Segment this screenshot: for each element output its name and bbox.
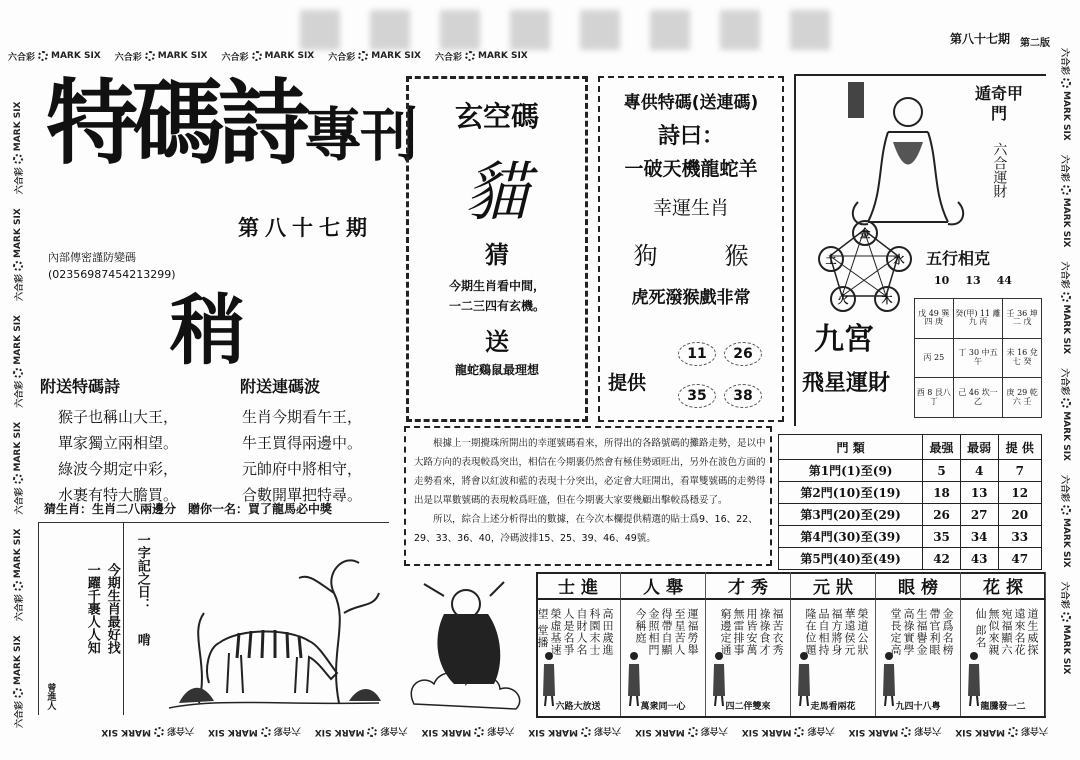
category-verse: 窮邊定通 — [719, 608, 732, 656]
special-title: 專供特碼(送連碼) — [623, 93, 759, 113]
border-logo-text: 六合彩 — [14, 700, 25, 728]
category-heading: 人 舉 — [621, 572, 706, 600]
element-earth: 土 — [818, 246, 844, 272]
analysis-text — [414, 434, 768, 548]
border-logo-text: 六合彩 — [14, 380, 25, 408]
flower-icon — [1061, 185, 1071, 195]
border-brand-text: MARK SIX — [264, 51, 315, 61]
border-logo-text: 六合彩 — [114, 52, 142, 63]
category-column — [876, 600, 961, 716]
border-brand-text: MARK SIX — [208, 727, 258, 737]
border-logo-text: 六合彩 — [8, 52, 36, 63]
flower-icon — [358, 51, 368, 61]
category-verse: 金照相門 — [647, 608, 660, 656]
range-cell: 27 — [960, 504, 998, 526]
main-title — [46, 70, 417, 177]
category-footer: 六路大放送 — [555, 702, 601, 712]
border-brand-text: MARK SIX — [13, 315, 23, 365]
analysis-paragraph: 所以，綜合上述分析得出的數據，在今次本欄提供精選的貼士爲9、16、22、29、33、36、40，冷碼波排15、25、39、46、49號。 — [414, 514, 758, 544]
range-cell: 7 — [998, 460, 1042, 482]
ranges-header: 最强 — [923, 435, 961, 460]
border-logo — [955, 726, 1048, 739]
category-verse: 榮道公狀 — [856, 608, 869, 656]
qimen-section — [794, 74, 1046, 426]
border-brand-text: MARK SIX — [371, 51, 421, 61]
table-row — [779, 482, 1042, 504]
category-heading: 花 探 — [961, 572, 1046, 600]
flower-icon — [1061, 78, 1071, 88]
category-verse: 望 堂播 — [536, 608, 549, 649]
border-brand-text: MARK SIX — [157, 51, 208, 61]
border-brand-text: MARK SIX — [741, 727, 792, 737]
range-cell: 35 — [923, 526, 961, 548]
poem2-line: 牛王買得兩邊中。 — [242, 434, 363, 452]
flower-icon — [1061, 505, 1071, 515]
xuankong-send: 送 — [485, 327, 509, 356]
border-logo-text: 六合彩 — [14, 487, 25, 515]
riddle-sign: 曾進人 — [45, 683, 56, 710]
scholar-figure-icon — [712, 650, 726, 706]
jiugong-label: 九宮 — [814, 322, 874, 357]
category-verse: 仙 郎名 — [974, 608, 987, 649]
category-verse: 科園末士 — [588, 608, 601, 656]
header-issue-number: 第八十七期 — [949, 32, 1010, 46]
scholar-figure-icon — [542, 650, 556, 706]
border-logo-text: 六合彩 — [807, 725, 835, 736]
border-logo-text: 六合彩 — [221, 52, 249, 63]
flower-icon — [13, 261, 23, 271]
wuxing-number: 44 — [996, 274, 1012, 287]
flower-icon — [794, 727, 804, 737]
flower-icon — [38, 51, 48, 61]
border-brand-text: MARK SIX — [13, 208, 23, 258]
border-logo — [12, 635, 25, 728]
grid-cell: 丁 30 中五 午 — [953, 338, 1003, 378]
grid-cell: 丙 25 — [915, 338, 954, 378]
border-logo — [1060, 475, 1073, 568]
ink-smudge — [300, 10, 840, 50]
number-ball: 35 — [678, 384, 716, 408]
border-strip-left — [10, 48, 26, 728]
border-logo-text: 六合彩 — [14, 167, 25, 195]
secret-note-code: (02356987454213299) — [48, 267, 176, 281]
scholar-figure-icon — [967, 650, 981, 706]
riddle-col2: 一躍千裹人人知 — [84, 563, 100, 654]
category-verse: 無雷排事 — [732, 608, 745, 656]
riddle-answer: 啃 — [134, 633, 150, 646]
flower-icon — [154, 727, 164, 737]
border-logo — [435, 50, 528, 63]
category-verse: 生福譽金 — [915, 608, 928, 656]
guess-line: 猜生肖：生肖二八兩邊分 贈你一名：買了龍馬必中獎 — [44, 502, 333, 516]
category-heading: 眼 榜 — [876, 572, 961, 600]
border-strip-right — [1058, 48, 1074, 728]
category-verse: 隆在位題 — [804, 608, 817, 656]
category-heading: 元 狀 — [791, 572, 876, 600]
border-strip-top — [8, 48, 658, 64]
table-row — [779, 548, 1042, 570]
border-logo — [12, 102, 25, 195]
category-verse: 自財人名 — [575, 608, 588, 656]
flower-icon — [261, 727, 271, 737]
range-cell: 第3門(20)至(29) — [779, 504, 923, 526]
category-verse: 高祿實學 — [902, 608, 915, 656]
border-brand-text: MARK SIX — [478, 51, 528, 61]
border-logo — [328, 50, 421, 63]
riddle-heading: 一字記之日： — [134, 533, 150, 611]
range-cell: 4 — [960, 460, 998, 482]
flower-icon — [13, 474, 23, 484]
border-brand-text: MARK SIX — [314, 727, 365, 737]
border-brand-text: MARK SIX — [1061, 518, 1071, 568]
flower-icon — [145, 51, 155, 61]
flower-icon — [1061, 292, 1071, 302]
category-footer: 走馬看兩花 — [810, 702, 856, 712]
border-logo-text: 六合彩 — [700, 725, 728, 736]
category-verse: 人是名爭 — [562, 608, 575, 656]
header-edition: 第二版 — [1020, 38, 1050, 49]
flower-icon — [13, 688, 23, 698]
border-brand-text: MARK SIX — [13, 635, 23, 685]
range-cell: 第1門(1)至(9) — [779, 460, 923, 482]
secret-note — [48, 250, 176, 283]
border-brand-text: MARK SIX — [635, 727, 685, 737]
wuxing-label: 五行相克 — [926, 249, 991, 268]
scholar-figure-icon — [882, 650, 896, 706]
category-column — [961, 600, 1046, 716]
border-logo-text: 六合彩 — [1059, 154, 1070, 182]
zebra-illustration — [159, 533, 389, 713]
range-cell: 47 — [998, 548, 1042, 570]
category-verse: 帶官利眼 — [928, 608, 941, 656]
border-brand-text: MARK SIX — [1061, 304, 1071, 355]
wuxing-numbers — [934, 274, 1012, 287]
flower-icon — [581, 727, 591, 737]
lucky-animal: 狗 — [633, 242, 658, 270]
flower-icon — [13, 368, 23, 378]
category-column — [791, 600, 876, 716]
border-logo — [101, 726, 194, 739]
category-verse: 榮虛基速 — [549, 608, 562, 656]
range-cell: 34 — [960, 526, 998, 548]
border-brand-text: MARK SIX — [528, 727, 578, 737]
poem2-title: 附送連碼波 — [240, 377, 321, 396]
flower-icon — [1061, 398, 1071, 408]
range-cell: 42 — [923, 548, 961, 570]
border-brand-text: MARK SIX — [13, 101, 23, 152]
border-brand-text: MARK SIX — [848, 727, 899, 737]
border-logo-text: 六合彩 — [14, 273, 25, 301]
range-cell: 18 — [923, 482, 961, 504]
category-verse: 用皆安萬 — [745, 608, 758, 656]
category-footer: 九四十八粤 — [895, 702, 941, 712]
category-heading: 才 秀 — [706, 572, 791, 600]
category-footer: 四二伴雙來 — [725, 702, 771, 712]
poem1-line: 猴子也稱山大王， — [58, 408, 179, 426]
number-ball: 11 — [678, 342, 716, 366]
category-verse: 道生威探 — [1026, 608, 1039, 656]
category-verse: 華遠侯元 — [843, 608, 856, 656]
category-verse: 運福勞舉 — [686, 608, 699, 656]
flower-icon — [13, 581, 23, 591]
qimen-sub: 六合運財 — [991, 142, 1008, 198]
xuankong-line2: 一二三四有玄機。 — [448, 299, 545, 313]
flower-icon — [901, 727, 911, 737]
grid-cell: 壬 36 坤二 戊 — [1003, 299, 1042, 339]
flower-icon — [13, 154, 23, 164]
category-heading: 士 進 — [536, 572, 621, 600]
secret-note-line1: 內部傳密謹防變碼 — [48, 251, 136, 264]
category-footer: 龍騰發一二 — [980, 702, 1026, 712]
feixing-label: 飛星運財 — [802, 370, 891, 396]
range-cell: 第4門(30)至(39) — [779, 526, 923, 548]
border-logo — [1060, 48, 1073, 141]
border-brand-text: MARK SIX — [1061, 91, 1071, 141]
poem2-line: 合數開單把特尋。 — [242, 486, 363, 504]
category-verse: 宛福顯六 — [1000, 608, 1013, 656]
border-logo — [315, 726, 408, 739]
border-brand-text: MARK SIX — [1061, 197, 1071, 248]
element-metal: 金 — [852, 220, 878, 246]
table-row — [779, 460, 1042, 482]
range-cell: 26 — [923, 504, 961, 526]
border-brand-text: MARK SIX — [51, 51, 101, 61]
border-logo — [1060, 582, 1073, 675]
poem1 — [58, 404, 178, 508]
poem2-line: 元帥府中將相守， — [242, 460, 363, 478]
poem1-line: 單家獨立兩相望。 — [58, 434, 179, 452]
grid-cell: 己 46 坎一 乙 — [953, 378, 1003, 418]
wuxing-number: 13 — [965, 274, 981, 287]
scholar-figure-icon — [797, 650, 811, 706]
xuankong-glyph: 貓 — [465, 156, 529, 230]
border-logo — [635, 726, 728, 739]
number-ball: 26 — [724, 342, 762, 366]
god-illustration — [404, 574, 530, 720]
border-logo — [849, 726, 942, 739]
category-verse: 得帶自顯 — [660, 608, 673, 656]
border-logo — [12, 529, 25, 622]
category-footer: 萬衆同一心 — [640, 702, 686, 712]
lucky-title: 幸運生肖 — [652, 197, 729, 219]
poem2 — [242, 404, 362, 508]
issue-label: 第八十七期 — [238, 215, 373, 240]
flower-icon — [465, 51, 475, 61]
xuankong-guess: 猜 — [485, 240, 509, 269]
scholar-figure-icon — [627, 650, 641, 706]
border-logo — [742, 726, 835, 739]
border-logo — [422, 726, 515, 739]
border-logo-text: 六合彩 — [1059, 475, 1070, 503]
range-cell: 43 — [960, 548, 998, 570]
border-logo-text: 六合彩 — [487, 725, 515, 736]
flower-icon — [1061, 612, 1071, 622]
border-logo-text: 六合彩 — [1059, 48, 1070, 76]
range-cell: 5 — [923, 460, 961, 482]
special-poem: 一破天機龍蛇羊 — [624, 158, 758, 180]
category-verse: 遠來名花 — [1013, 608, 1026, 656]
poem1-line: 水裹有特大膽買。 — [58, 486, 179, 504]
category-verse: 堂長定高 — [889, 608, 902, 656]
special-phrase: 虎死潑猴戲非常 — [631, 288, 751, 308]
poem1-title: 附送特碼詩 — [40, 377, 121, 396]
category-verse: 福方將身 — [830, 608, 843, 656]
element-fire: 火 — [830, 286, 856, 312]
border-logo-text: 六合彩 — [273, 725, 301, 736]
border-logo-text: 六合彩 — [1059, 368, 1070, 396]
jiugong-grid — [914, 298, 1042, 418]
border-brand-text: MARK SIX — [101, 727, 151, 737]
provide-label: 提供 — [608, 372, 647, 394]
border-logo-text: 六合彩 — [380, 725, 408, 736]
flower-icon — [474, 727, 484, 737]
wuxing-number: 10 — [934, 274, 950, 287]
border-logo-text: 六合彩 — [14, 594, 25, 622]
border-logo — [1060, 262, 1073, 355]
ranges-table — [778, 434, 1042, 570]
category-verse: 福苦衣秀 — [771, 608, 784, 656]
xuankong-title: 玄空碼 — [454, 100, 539, 133]
poem1-line: 綠波今期定中彩， — [58, 460, 179, 478]
border-logo-text: 六合彩 — [435, 52, 463, 63]
category-verse: 高田歲進 — [601, 608, 614, 656]
category-verse: 無似來親 — [987, 608, 1000, 656]
xuankong-box — [406, 76, 588, 422]
flower-icon — [688, 727, 698, 737]
poem2-line: 生肖今期看午王， — [242, 408, 363, 426]
border-brand-text: MARK SIX — [421, 727, 472, 737]
flower-icon — [1008, 727, 1018, 737]
lucky-animal: 猴 — [724, 242, 749, 270]
border-logo — [12, 315, 25, 408]
border-brand-text: MARK SIX — [1061, 624, 1071, 675]
border-logo — [222, 50, 315, 63]
range-cell: 20 — [998, 504, 1042, 526]
border-logo — [12, 422, 25, 515]
border-logo-text: 六合彩 — [914, 725, 942, 736]
header-issue — [950, 30, 1050, 49]
special-poem-label: 詩曰： — [657, 123, 724, 149]
ranges-header: 門 類 — [779, 435, 923, 460]
border-logo-text: 六合彩 — [1020, 725, 1048, 736]
border-logo-text: 六合彩 — [593, 725, 621, 736]
border-logo — [12, 208, 25, 301]
riddle-box — [38, 522, 389, 715]
flower-icon — [367, 727, 377, 737]
riddle-col1: 今期生肖最好找 — [104, 563, 120, 654]
ranges-header: 最弱 — [960, 435, 998, 460]
border-logo — [1060, 155, 1073, 248]
element-water: 水 — [886, 246, 912, 272]
featured-character: 稍 — [170, 286, 246, 375]
category-verse: 品自相持 — [817, 608, 830, 656]
grid-cell: 戊 49 巽四 庚 — [915, 299, 954, 339]
deity-illustration — [848, 82, 968, 232]
border-logo — [528, 726, 621, 739]
category-verse: 今稱庭 — [634, 608, 647, 644]
border-brand-text: MARK SIX — [1061, 411, 1071, 461]
border-logo — [208, 726, 301, 739]
grid-cell: 癸(甲) 11 離九 丙 — [953, 299, 1003, 339]
border-logo — [115, 50, 208, 63]
border-brand-text: MARK SIX — [13, 528, 23, 579]
range-cell: 第5門(40)至(49) — [779, 548, 923, 570]
number-ball: 38 — [724, 384, 762, 408]
table-row — [779, 504, 1042, 526]
xuankong-bottom: 龍蛇鷄鼠最理想 — [454, 363, 539, 377]
element-wood: 木 — [874, 286, 900, 312]
xuankong-line1: 今期生肖看中間， — [448, 279, 545, 293]
categories — [536, 572, 1046, 718]
border-logo-text: 六合彩 — [166, 725, 194, 736]
category-column — [536, 600, 621, 716]
category-column — [621, 600, 706, 716]
border-logo-text: 六合彩 — [328, 52, 356, 63]
range-cell: 13 — [960, 482, 998, 504]
border-logo-text: 六合彩 — [1059, 261, 1070, 289]
qimen-title: 遁奇甲門 — [974, 84, 1023, 123]
grid-cell: 庚 29 乾六 壬 — [1003, 378, 1042, 418]
table-row — [779, 526, 1042, 548]
range-cell: 12 — [998, 482, 1042, 504]
category-verse: 祿祿食才 — [758, 608, 771, 656]
border-brand-text: MARK SIX — [13, 421, 23, 472]
range-cell: 第2門(10)至(19) — [779, 482, 923, 504]
special-code-box — [598, 76, 784, 422]
ranges-header: 提 供 — [998, 435, 1042, 460]
range-cell: 33 — [998, 526, 1042, 548]
category-verse: 金爲名榜 — [941, 608, 954, 656]
main-title-small: 專刊 — [304, 101, 417, 169]
main-title-text: 特碼詩 — [46, 70, 305, 177]
flower-icon — [252, 51, 262, 61]
category-verse: 至星苦人 — [673, 608, 686, 656]
analysis-paragraph: 根據上一期攪珠所開出的幸運號碼看來，所得出的各路號碼的攤路走勢，是以中大路方向的表現較爲突出，相信在今期裹仍然會有極佳勢頭旺出，另外在波色方面的走勢看來，將會以紅波和藍的表現十分突出，必定會大旺開出，看單雙號碼的走勢得出是以單數號碼的表現較爲旺盛，但在今期裹大家要幾顧出擊較爲穩妥了。 — [414, 438, 766, 506]
border-logo-text: 六合彩 — [1059, 581, 1070, 609]
border-logo — [1060, 368, 1073, 461]
grid-cell: 酉 8 艮八 丁 — [915, 378, 954, 418]
border-strip-bottom — [8, 724, 1048, 740]
category-column — [706, 600, 791, 716]
border-brand-text: MARK SIX — [955, 727, 1005, 737]
grid-cell: 未 16 兌七 癸 — [1003, 338, 1042, 378]
